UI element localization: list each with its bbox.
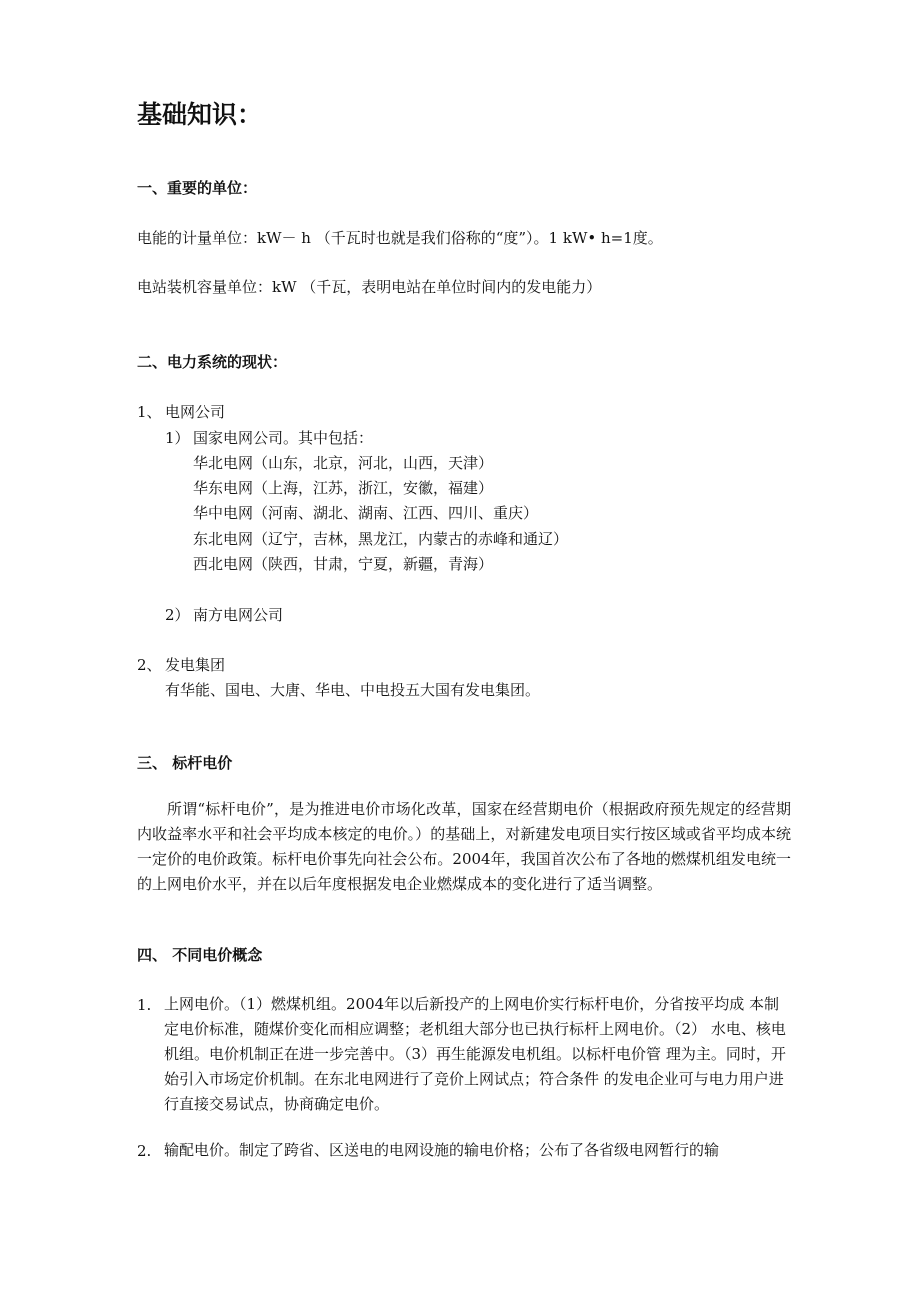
list-number: 2. bbox=[137, 1142, 152, 1160]
section-heading-units: 一、重要的单位： bbox=[137, 179, 258, 197]
sublist-number: 2） bbox=[165, 606, 190, 624]
grid-item-east: 华东电网（上海，江苏，浙江，安徽，福建） bbox=[193, 479, 494, 497]
grid-item-central: 华中电网（河南、湖北、湖南、江西、四川、重庆） bbox=[193, 504, 539, 522]
list-number: 1. bbox=[137, 996, 152, 1014]
grid-companies-label: 电网公司 bbox=[165, 403, 226, 421]
grid-item-north: 华北电网（山东，北京，河北，山西，天津） bbox=[193, 454, 494, 472]
generation-groups-label: 发电集团 bbox=[165, 656, 226, 674]
section-heading-power-system: 二、电力系统的现状： bbox=[137, 353, 288, 371]
section-heading-price-concepts: 四、 不同电价概念 bbox=[137, 946, 263, 964]
generation-groups-desc: 有华能、国电、大唐、华电、中电投五大国有发电集团。 bbox=[165, 681, 541, 699]
state-grid-label: 国家电网公司。其中包括： bbox=[193, 429, 374, 447]
sublist-number: 1） bbox=[165, 429, 190, 447]
energy-unit-line: 电能的计量单位：kW－ h （千瓦时也就是我们俗称的“度”）。1 kW• h=1度。 bbox=[137, 229, 663, 247]
grid-item-northeast: 东北电网（辽宁，吉林，黑龙江，内蒙古的赤峰和通辽） bbox=[193, 530, 569, 548]
benchmark-price-paragraph: 所谓“标杆电价”，是为推进电价市场化改革，国家在经营期电价（根据政府预先规定的经营期内收益率水平和社会平均成本核定的电价。）的基础上，对新建发电项目实行按区域或省平均成本统一定价的电价政策。标杆电价事先向社会公布。2004年，我国首次公布了各地的燃煤机组发电统一的上网电价水平，并在以后年度根据发电企业燃煤成本的变化进行了适当调整。 bbox=[137, 800, 791, 893]
transmission-price-paragraph: 输配电价。制定了跨省、区送电的电网设施的输电价格；公布了各省级电网暂行的输 bbox=[164, 1141, 720, 1159]
list-number: 2、 bbox=[137, 656, 162, 674]
southern-grid-label: 南方电网公司 bbox=[193, 606, 284, 624]
section-heading-benchmark-price: 三、 标杆电价 bbox=[137, 754, 233, 772]
on-grid-price-paragraph: 上网电价。（1）燃煤机组。2004年以后新投产的上网电价实行标杆电价，分省按平均成 本制定电价标准，随煤价变化而相应调整；老机组大部分也已执行标杆上网电价。（2） 水电、核电机组。电价机制正在进一步完善中。（3）再生能源发电机组。以标杆电价管 理为主。同时，开始引入市场定价机制。在东北电网进行了竞价上网试点；符合条件 的发电企业可与电力用户进行直接交易试点，协商确定电价。 bbox=[164, 995, 786, 1113]
page-title: 基础知识： bbox=[137, 100, 263, 129]
capacity-unit-line: 电站装机容量单位：kW （千瓦，表明电站在单位时间内的发电能力） bbox=[137, 278, 602, 296]
grid-item-northwest: 西北电网（陕西，甘肃，宁夏，新疆，青海） bbox=[193, 555, 494, 573]
list-number: 1、 bbox=[137, 403, 162, 421]
